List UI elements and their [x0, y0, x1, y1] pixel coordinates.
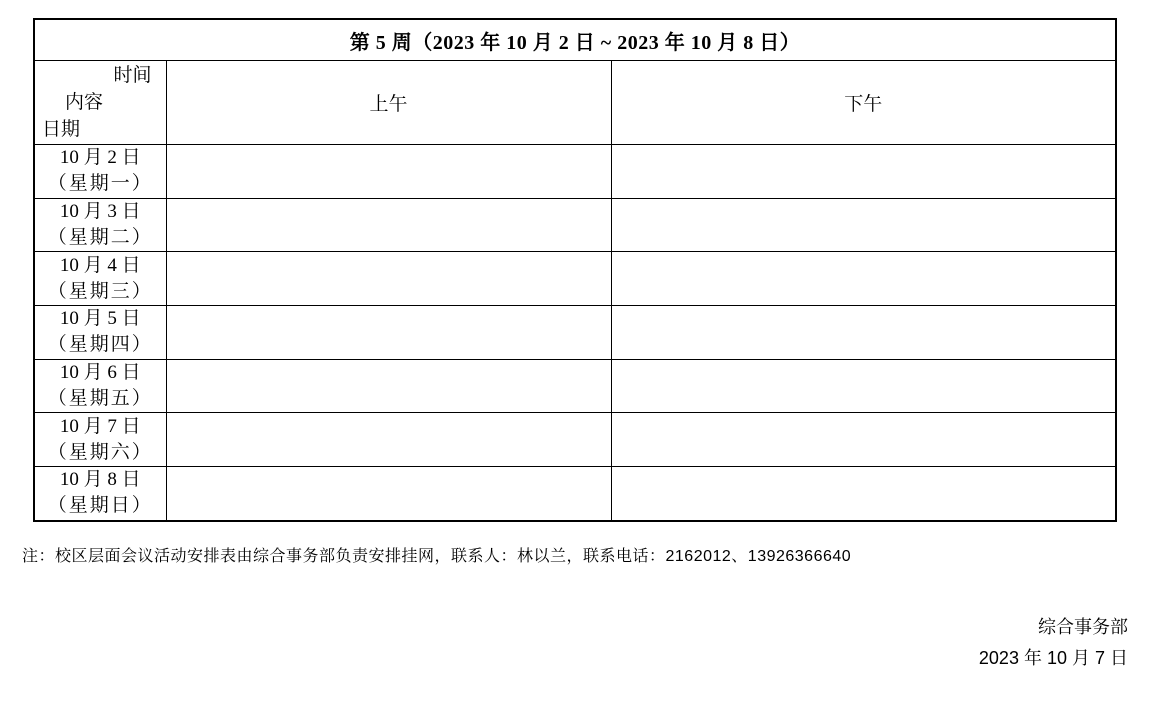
signature-block — [979, 612, 1128, 674]
morning-cell — [166, 252, 611, 306]
date-cell — [34, 359, 166, 413]
table-row — [34, 359, 1116, 413]
table-row — [34, 145, 1116, 199]
title-row — [34, 19, 1116, 61]
afternoon-cell — [611, 306, 1116, 360]
date-label: 10 月 7 日 — [59, 415, 141, 437]
date-label: 10 月 2 日 — [59, 147, 141, 169]
date-cell — [34, 306, 166, 360]
corner-header-cell — [34, 61, 166, 145]
date-cell — [34, 198, 166, 252]
signature-date: 2023 年 10 月 7 日 — [978, 648, 1128, 668]
date-cell — [34, 413, 166, 467]
table-row — [34, 198, 1116, 252]
header-row — [34, 61, 1116, 145]
morning-cell — [166, 359, 611, 413]
morning-cell — [166, 467, 611, 521]
morning-cell — [166, 413, 611, 467]
morning-cell — [166, 306, 611, 360]
afternoon-cell — [611, 359, 1116, 413]
weekday-label: （星期一） — [47, 173, 153, 195]
weekday-label: （星期四） — [47, 334, 153, 356]
date-label: 10 月 8 日 — [59, 469, 141, 491]
column-header-morning: 上午 — [166, 61, 611, 145]
afternoon-cell — [611, 198, 1116, 252]
morning-cell — [166, 145, 611, 199]
weekday-label: （星期二） — [47, 227, 153, 249]
corner-label-date: 日期 — [42, 119, 81, 140]
morning-cell — [166, 198, 611, 252]
column-header-afternoon: 下午 — [611, 61, 1116, 145]
afternoon-cell — [611, 467, 1116, 521]
table-row — [34, 413, 1116, 467]
weekday-label: （星期五） — [47, 388, 153, 410]
table-title: 第 5 周（2023 年 10 月 2 日 ~ 2023 年 10 月 8 日） — [34, 19, 1116, 61]
corner-label-content: 内容 — [65, 92, 104, 113]
date-cell — [34, 252, 166, 306]
signature-department: 综合事务部 — [1038, 617, 1128, 637]
table-row — [34, 252, 1116, 306]
footnote: 注：校区层面会议活动安排表由综合事务部负责安排挂网，联系人：林以兰，联系电话：2162012、13926366640 — [22, 548, 852, 565]
afternoon-cell — [611, 252, 1116, 306]
table-row — [34, 467, 1116, 521]
weekday-label: （星期日） — [47, 495, 153, 517]
date-cell — [34, 467, 166, 521]
corner-label-time: 时间 — [113, 65, 152, 86]
date-label: 10 月 5 日 — [59, 308, 141, 330]
weekday-label: （星期三） — [47, 280, 153, 302]
afternoon-cell — [611, 145, 1116, 199]
date-label: 10 月 3 日 — [59, 201, 141, 223]
date-label: 10 月 4 日 — [59, 254, 141, 276]
table-row — [34, 306, 1116, 360]
weekday-label: （星期六） — [47, 441, 153, 463]
date-label: 10 月 6 日 — [59, 362, 141, 384]
weekly-schedule-table — [33, 18, 1117, 522]
afternoon-cell — [611, 413, 1116, 467]
date-cell — [34, 145, 166, 199]
